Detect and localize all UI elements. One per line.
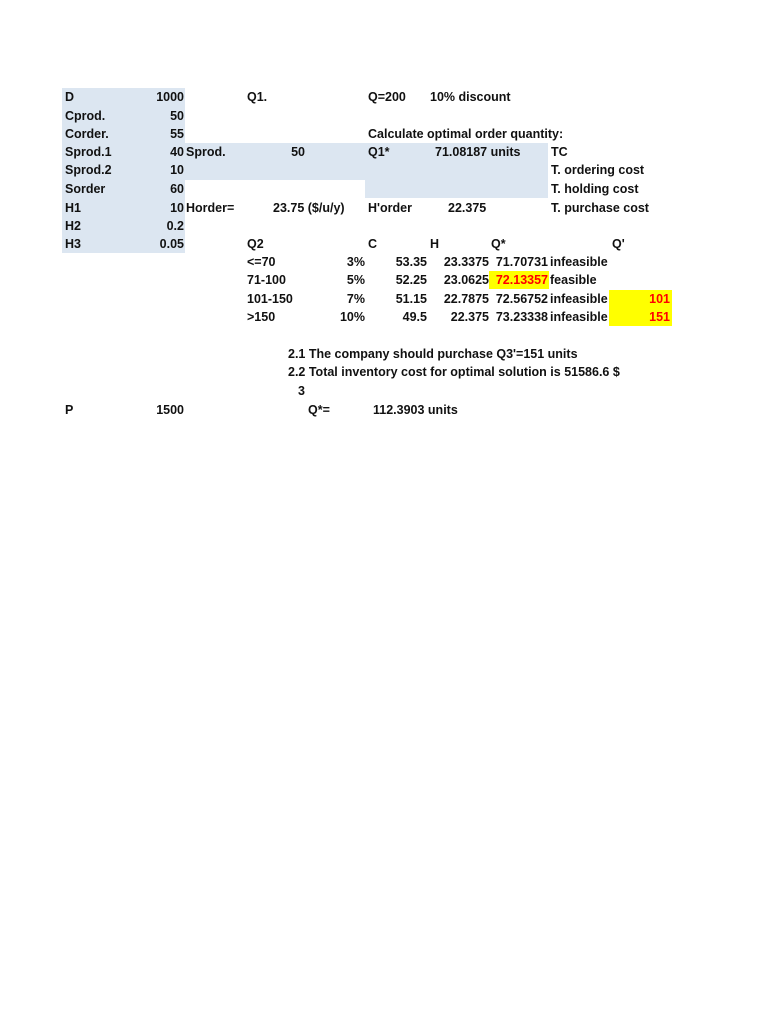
- row3-pct: 7%: [346, 292, 365, 306]
- tc-label: TC: [551, 145, 568, 159]
- sprod-label: Sprod.: [186, 145, 226, 159]
- horder-prime-label: H'order: [368, 201, 412, 215]
- h1-value: 10: [170, 201, 184, 215]
- row4-qprime: 151: [649, 310, 670, 324]
- purchase-cost-label: T. purchase cost: [551, 201, 649, 215]
- col-header-h: H: [430, 237, 440, 251]
- sprod-value: 50: [291, 145, 305, 159]
- d-value: 1000: [156, 90, 184, 104]
- row2-c: 52.25: [395, 273, 427, 287]
- row1-h: 23.3375: [443, 255, 489, 269]
- row3-status: infeasible: [550, 292, 608, 306]
- sorder-label: Sorder: [65, 182, 106, 196]
- discount-label: 10% discount: [430, 90, 511, 104]
- h2-label: H2: [65, 219, 81, 233]
- row3-qprime: 101: [649, 292, 670, 306]
- row1-c: 53.35: [395, 255, 427, 269]
- h3-value: 0.05: [159, 237, 184, 251]
- row3-c: 51.15: [395, 292, 427, 306]
- row2-range: 71-100: [247, 273, 286, 287]
- row2-status: feasible: [550, 273, 597, 287]
- horder-value: 23.75 ($/u/y): [273, 201, 345, 215]
- p-value: 1500: [156, 403, 184, 417]
- row2-qstar: 72.13357: [495, 273, 548, 287]
- sprod2-value: 10: [170, 163, 184, 177]
- row2-h: 23.0625: [443, 273, 489, 287]
- row4-c: 49.5: [402, 310, 427, 324]
- ordering-cost-label: T. ordering cost: [551, 163, 645, 177]
- note-total-cost: 2.2 Total inventory cost for optimal solution is 51586.6 $: [288, 365, 620, 379]
- row4-pct: 10%: [339, 310, 365, 324]
- corder-label: Corder.: [65, 127, 109, 141]
- horder-prime-value: 22.375: [448, 201, 487, 215]
- note-purchase: 2.1 The company should purchase Q3'=151 units: [288, 347, 578, 361]
- row1-pct: 3%: [346, 255, 365, 269]
- q1star-value: 71.08187 units: [435, 145, 521, 159]
- row4-qstar: 73.23338: [495, 310, 548, 324]
- corder-value: 55: [170, 127, 184, 141]
- q-value-label: Q=200: [368, 90, 406, 104]
- col-header-qstar: Q*: [491, 237, 506, 251]
- row3-qstar: 72.56752: [495, 292, 548, 306]
- sorder-value: 60: [170, 182, 184, 196]
- holding-cost-label: T. holding cost: [551, 182, 639, 196]
- sprod2-label: Sprod.2: [65, 163, 112, 177]
- row4-range: >150: [247, 310, 276, 324]
- col-header-c: C: [368, 237, 378, 251]
- d-label: D: [65, 90, 75, 104]
- horder-label: Horder=: [186, 201, 235, 215]
- h1-label: H1: [65, 201, 81, 215]
- q1-label: Q1.: [247, 90, 268, 104]
- row3-range: 101-150: [247, 292, 293, 306]
- calc-heading: Calculate optimal order quantity:: [368, 127, 564, 141]
- row1-status: infeasible: [550, 255, 608, 269]
- p-label: P: [65, 403, 74, 417]
- q1star-label: Q1*: [368, 145, 390, 159]
- sprod1-label: Sprod.1: [65, 145, 112, 159]
- note-section-3: 3: [298, 384, 305, 398]
- row2-pct: 5%: [346, 273, 365, 287]
- p-qstar-label: Q*=: [308, 403, 330, 417]
- sprod1-value: 40: [170, 145, 184, 159]
- row4-h: 22.375: [450, 310, 489, 324]
- q2-label: Q2: [247, 237, 264, 251]
- cprod-value: 50: [170, 109, 184, 123]
- p-qstar-value: 112.3903 units: [373, 403, 458, 417]
- row3-h: 22.7875: [443, 292, 489, 306]
- row1-range: <=70: [247, 255, 276, 269]
- row4-status: infeasible: [550, 310, 608, 324]
- cprod-label: Cprod.: [65, 109, 106, 123]
- row1-qstar: 71.70731: [495, 255, 548, 269]
- h2-value: 0.2: [166, 219, 184, 233]
- col-header-qprime: Q': [612, 237, 625, 251]
- h3-label: H3: [65, 237, 81, 251]
